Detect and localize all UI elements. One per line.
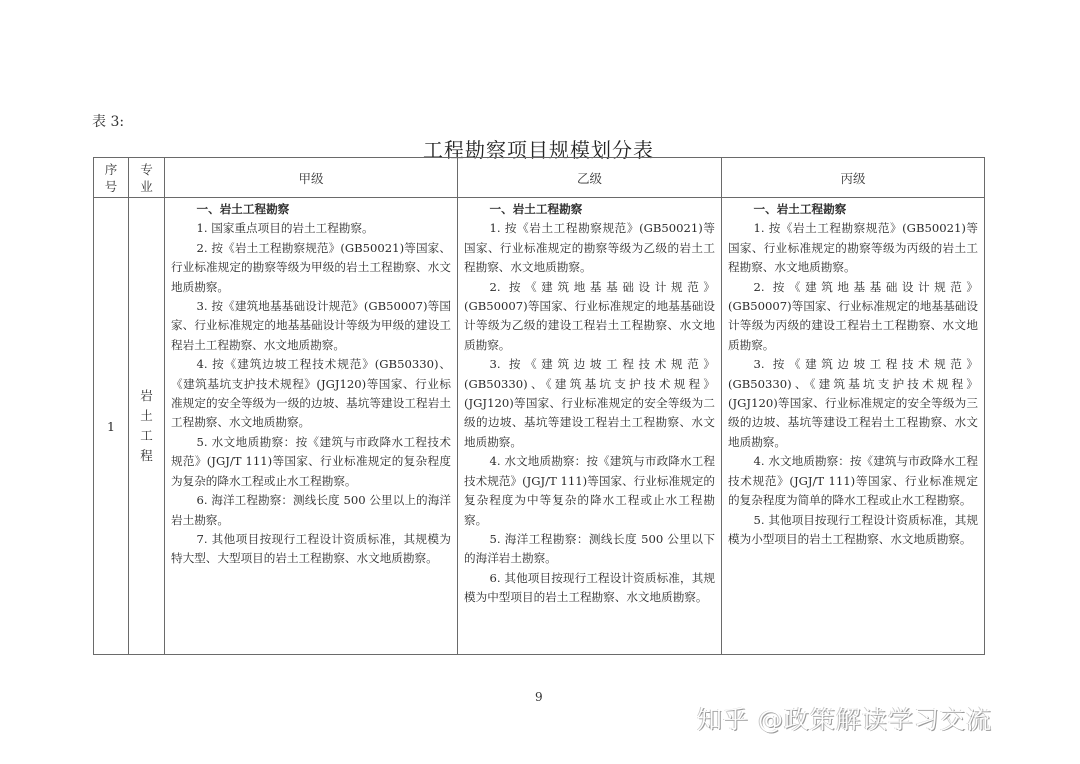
watermark: 知乎 @政策解读学习交流 [697,705,992,734]
list-item: 2. 按《岩土工程勘察规范》(GB50021)等国家、行业标准规定的勘察等级为甲级的岩土工程勘察、水文地质勘察。 [171,240,451,294]
table-row [94,198,985,655]
row-index: 1 [94,198,129,655]
list-item: 5. 水文地质勘察：按《建筑与市政降水工程技术规范》(JGJ/T 111)等国家、行业标准规定的复杂程度为复杂的降水工程或止水工程勘察。 [171,434,451,488]
specialty-char: 工 [140,428,153,443]
header-specialty-char: 专 [140,161,153,177]
table-label: 表 3: [92,114,125,130]
list-item: 4. 按《建筑边坡工程技术规范》(GB50330)、《建筑基坑支护技术规程》(JGJ120)等国家、行业标准规定的安全等级为一级的边坡、基坑等建设工程岩土工程勘察、水文地质勘察。 [171,357,451,430]
page-number: 9 [535,690,543,704]
row-specialty [129,198,165,655]
list-item: 2. 按《建筑地基基础设计规范》(GB50007)等国家、行业标准规定的地基基础设计等级为乙级的建设工程岩土工程勘察、水文地质勘察。 [464,279,715,352]
list-item: 3. 按《建筑地基基础设计规范》(GB50007)等国家、行业标准规定的地基基础设计等级为甲级的建设工程岩土工程勘察、水文地质勘察。 [171,299,451,352]
header-grade-c: 丙级 [722,158,985,198]
grade-b-cell [458,198,722,655]
specialty-char: 岩 [140,388,153,403]
grade-a-cell [165,198,458,655]
header-specialty [129,158,165,198]
section-heading: 一、岩土工程勘察 [753,202,847,216]
header-index-char: 序 [104,161,118,177]
header-index-char: 号 [104,178,118,194]
list-item: 1. 国家重点项目的岩土工程勘察。 [196,221,374,236]
header-grade-a: 甲级 [165,158,458,198]
section-heading: 一、岩土工程勘察 [196,202,290,216]
list-item: 3. 按《建筑边坡工程技术规范》(GB50330)、《建筑基坑支护技术规程》(JGJ120)等国家、行业标准规定的安全等级为三级的边坡、基坑等建设工程岩土工程勘察、水文地质勘察。 [728,357,978,449]
header-index [94,158,129,198]
list-item: 2. 按《建筑地基基础设计规范》(GB50007)等国家、行业标准规定的地基基础设计等级为丙级的建设工程岩土工程勘察、水文地质勘察。 [728,279,978,352]
project-scale-table [93,157,985,655]
header-grade-b: 乙级 [458,158,722,198]
table-header-row [94,158,985,198]
grade-c-cell [722,198,985,655]
page-title: 工程勘察项目规模划分表 [423,138,654,162]
list-item: 5. 其他项目按现行工程设计资质标准，其规模为小型项目的岩土工程勘察、水文地质勘察。 [728,512,978,546]
section-heading: 一、岩土工程勘察 [489,202,583,216]
list-item: 1. 按《岩土工程勘察规范》(GB50021)等国家、行业标准规定的勘察等级为丙级的岩土工程勘察、水文地质勘察。 [728,221,978,275]
specialty-char: 程 [140,448,153,463]
header-specialty-char: 业 [140,178,153,194]
list-item: 6. 海洋工程勘察：测线长度 500 公里以上的海洋岩土勘察。 [171,493,451,527]
list-item: 5. 海洋工程勘察：测线长度 500 公里以下的海洋岩土勘察。 [464,531,715,566]
list-item: 7. 其他项目按现行工程设计资质标准，其规模为特大型、大型项目的岩土工程勘察、水文地质勘察。 [171,531,451,566]
list-item: 3. 按《建筑边坡工程技术规范》(GB50330)、《建筑基坑支护技术规程》(JGJ120)等国家、行业标准规定的安全等级为二级的边坡、基坑等建设工程岩土工程勘察、水文地质勘察。 [464,357,715,449]
list-item: 6. 其他项目按现行工程设计资质标准，其规模为中型项目的岩土工程勘察、水文地质勘察。 [464,570,715,605]
specialty-char: 土 [140,408,153,423]
list-item: 4. 水文地质勘察：按《建筑与市政降水工程技术规范》(JGJ/T 111)等国家、行业标准规定的复杂程度为中等复杂的降水工程或止水工程勘察。 [464,454,715,527]
list-item: 4. 水文地质勘察：按《建筑与市政降水工程技术规范》(JGJ/T 111)等国家、行业标准规定的复杂程度为简单的降水工程或止水工程勘察。 [728,454,978,508]
list-item: 1. 按《岩土工程勘察规范》(GB50021)等国家、行业标准规定的勘察等级为乙级的岩土工程勘察、水文地质勘察。 [464,221,715,275]
